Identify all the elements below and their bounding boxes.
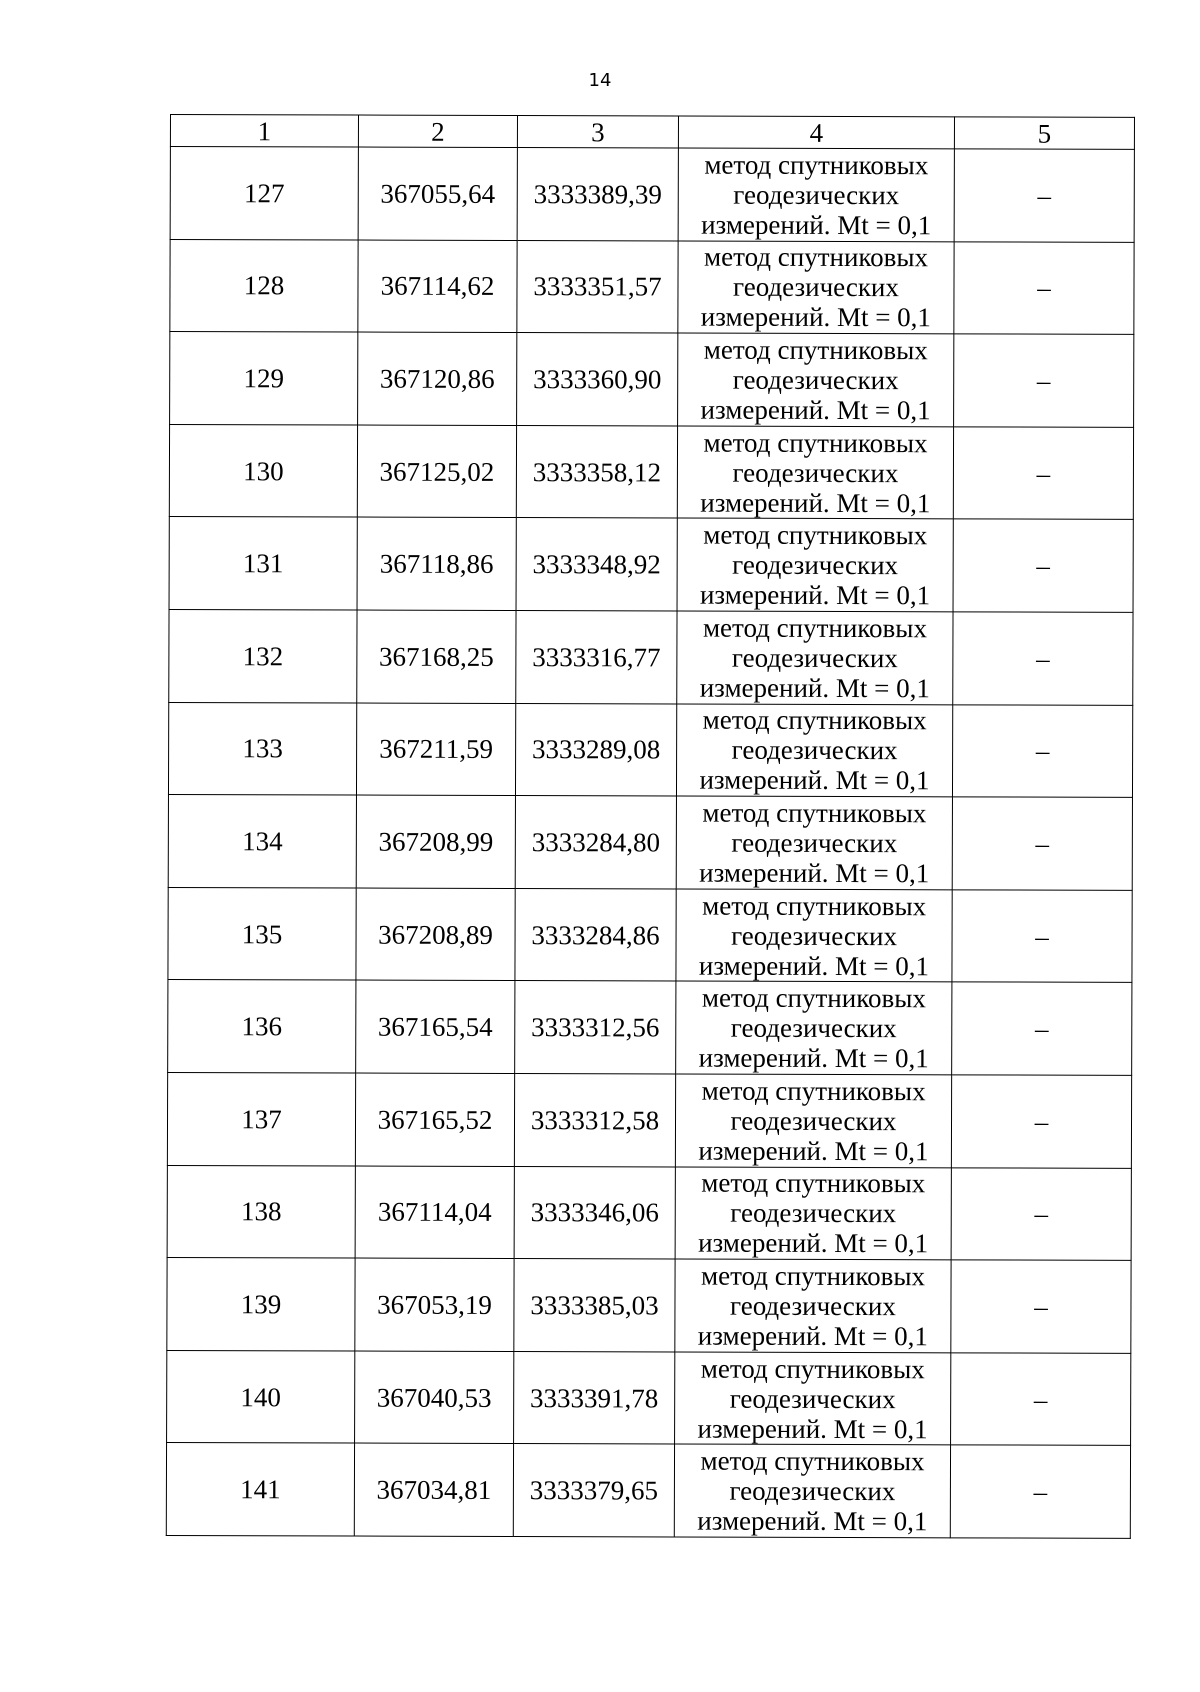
- table-row: [168, 702, 1132, 797]
- x-coordinate-cell: 367118,86: [357, 517, 516, 610]
- note-cell: –: [954, 241, 1134, 334]
- y-coordinate-cell: 3333358,12: [516, 425, 677, 518]
- method-cell: метод спутниковых геодезических измерений. Mt = 0,1: [675, 1074, 951, 1167]
- x-coordinate-cell: 367114,62: [358, 240, 517, 333]
- table-row: [167, 1165, 1131, 1260]
- point-number-cell: 132: [169, 609, 357, 702]
- note-cell: –: [952, 704, 1132, 797]
- y-coordinate-cell: 3333385,03: [514, 1259, 675, 1352]
- point-number-cell: 131: [169, 517, 357, 610]
- table-row: [169, 609, 1133, 704]
- note-cell: –: [952, 797, 1132, 890]
- y-coordinate-cell: 3333316,77: [516, 610, 677, 703]
- header-cell-3: 3: [517, 116, 678, 148]
- point-number-cell: 141: [166, 1443, 354, 1536]
- x-coordinate-cell: 367211,59: [356, 703, 515, 796]
- header-cell-5: 5: [954, 117, 1134, 150]
- point-number-cell: 134: [168, 795, 356, 888]
- page-number: 14: [588, 70, 612, 91]
- note-cell: –: [952, 982, 1132, 1075]
- table-row: [167, 1072, 1131, 1167]
- table-row: [170, 147, 1134, 242]
- note-cell: –: [953, 612, 1133, 705]
- point-number-cell: 136: [168, 980, 356, 1073]
- header-cell-1: 1: [170, 115, 358, 148]
- method-cell: метод спутниковых геодезических измерений. Mt = 0,1: [675, 1352, 951, 1445]
- point-number-cell: 130: [169, 424, 357, 517]
- note-cell: –: [953, 427, 1133, 520]
- table-row: [170, 239, 1134, 334]
- point-number-cell: 138: [167, 1165, 355, 1258]
- method-cell: метод спутниковых геодезических измерений. Mt = 0,1: [676, 981, 952, 1074]
- table-row: [169, 424, 1133, 519]
- note-cell: –: [951, 1075, 1131, 1168]
- method-cell: метод спутниковых геодезических измерений. Mt = 0,1: [675, 1167, 951, 1260]
- x-coordinate-cell: 367208,89: [356, 888, 515, 981]
- point-number-cell: 135: [168, 887, 356, 980]
- y-coordinate-cell: 3333351,57: [517, 240, 678, 333]
- method-cell: метод спутниковых геодезических измерений. Mt = 0,1: [674, 1444, 950, 1537]
- method-cell: метод спутниковых геодезических измерений. Mt = 0,1: [677, 611, 953, 704]
- x-coordinate-cell: 367168,25: [357, 610, 516, 703]
- method-cell: метод спутниковых геодезических измерений. Mt = 0,1: [678, 148, 954, 241]
- method-cell: метод спутниковых геодезических измерений. Mt = 0,1: [676, 796, 952, 889]
- table-row: [168, 980, 1132, 1075]
- note-cell: –: [951, 1353, 1131, 1446]
- y-coordinate-cell: 3333289,08: [515, 703, 676, 796]
- y-coordinate-cell: 3333284,80: [515, 796, 676, 889]
- x-coordinate-cell: 367208,99: [356, 795, 515, 888]
- note-cell: –: [954, 334, 1134, 427]
- note-cell: –: [951, 1167, 1131, 1260]
- method-cell: метод спутниковых геодезических измерений. Mt = 0,1: [676, 704, 952, 797]
- y-coordinate-cell: 3333348,92: [516, 518, 677, 611]
- x-coordinate-cell: 367120,86: [358, 332, 517, 425]
- table-row: [170, 332, 1134, 427]
- coordinates-table: [166, 114, 1135, 1539]
- x-coordinate-cell: 367055,64: [358, 147, 517, 240]
- table-row: [166, 1443, 1130, 1538]
- point-number-cell: 129: [170, 332, 358, 425]
- point-number-cell: 128: [170, 239, 358, 332]
- note-cell: –: [953, 519, 1133, 612]
- y-coordinate-cell: 3333360,90: [517, 333, 678, 426]
- y-coordinate-cell: 3333391,78: [514, 1351, 675, 1444]
- table-row: [167, 1258, 1131, 1353]
- method-cell: метод спутниковых геодезических измерений. Mt = 0,1: [677, 518, 953, 611]
- x-coordinate-cell: 367125,02: [357, 425, 516, 518]
- y-coordinate-cell: 3333389,39: [517, 148, 678, 241]
- method-cell: метод спутниковых геодезических измерений. Mt = 0,1: [675, 1259, 951, 1352]
- table-body: [166, 147, 1134, 1539]
- note-cell: –: [952, 890, 1132, 983]
- point-number-cell: 137: [167, 1072, 355, 1165]
- method-cell: метод спутниковых геодезических измерений. Mt = 0,1: [678, 241, 954, 334]
- note-cell: –: [954, 149, 1134, 242]
- table-row: [168, 887, 1132, 982]
- header-cell-4: 4: [678, 116, 954, 149]
- x-coordinate-cell: 367165,54: [356, 980, 515, 1073]
- table-row: [167, 1350, 1131, 1445]
- table-row: [168, 795, 1132, 890]
- point-number-cell: 140: [167, 1350, 355, 1443]
- header-cell-2: 2: [358, 115, 517, 147]
- y-coordinate-cell: 3333312,58: [514, 1073, 675, 1166]
- note-cell: –: [951, 1260, 1131, 1353]
- method-cell: метод спутниковых геодезических измерений. Mt = 0,1: [678, 333, 954, 426]
- x-coordinate-cell: 367114,04: [355, 1166, 514, 1259]
- y-coordinate-cell: 3333312,56: [515, 981, 676, 1074]
- y-coordinate-cell: 3333346,06: [514, 1166, 675, 1259]
- x-coordinate-cell: 367165,52: [355, 1073, 514, 1166]
- x-coordinate-cell: 367034,81: [354, 1443, 513, 1536]
- point-number-cell: 127: [170, 147, 358, 240]
- point-number-cell: 139: [167, 1258, 355, 1351]
- method-cell: метод спутниковых геодезических измерений. Mt = 0,1: [677, 426, 953, 519]
- point-number-cell: 133: [168, 702, 356, 795]
- y-coordinate-cell: 3333284,86: [515, 888, 676, 981]
- x-coordinate-cell: 367040,53: [355, 1351, 514, 1444]
- table-row: [169, 517, 1133, 612]
- x-coordinate-cell: 367053,19: [355, 1258, 514, 1351]
- method-cell: метод спутниковых геодезических измерений. Mt = 0,1: [676, 889, 952, 982]
- y-coordinate-cell: 3333379,65: [513, 1444, 674, 1537]
- note-cell: –: [950, 1445, 1130, 1538]
- table-header-row: [170, 115, 1134, 150]
